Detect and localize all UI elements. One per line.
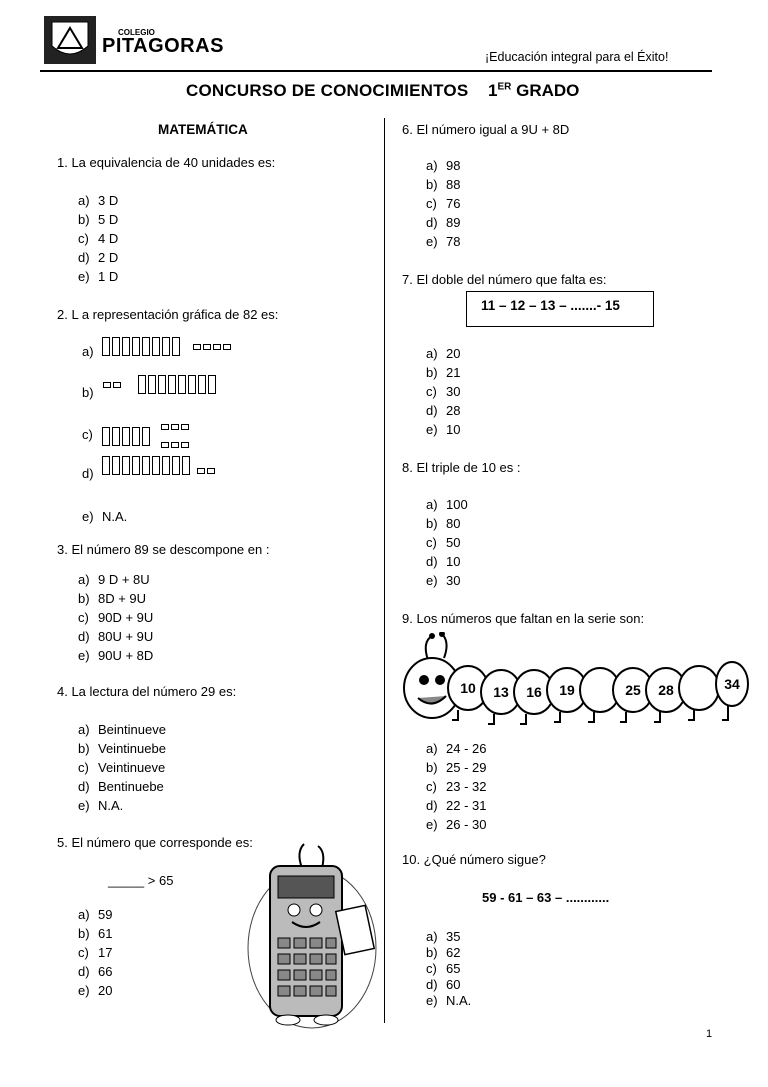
q6-option-a: a) 98 (426, 158, 461, 173)
q3-option-c: c) 90D + 9U (78, 610, 154, 625)
motto: ¡Educación integral para el Éxito! (485, 50, 669, 64)
q3-option-a: a) 9 D + 8U (78, 572, 150, 587)
q4-option-a: a) Beintinueve (78, 722, 166, 737)
q5-option-e: e) 20 (78, 983, 113, 998)
series-num-3: 16 (526, 684, 542, 700)
q10-option-c: c) 65 (426, 961, 461, 976)
q3-text: 3. El número 89 se descompone en : (57, 542, 270, 557)
q3-option-e: e) 90U + 8D (78, 648, 154, 663)
q2-label-a: a) (82, 344, 94, 359)
q9-option-c: c) 23 - 32 (426, 779, 487, 794)
q4-option-d: d) Bentinuebe (78, 779, 164, 794)
q10-option-e: e) N.A. (426, 993, 472, 1008)
q7-sequence-box: 11 – 12 – 13 – .......- 15 (466, 291, 654, 327)
series-num-1: 10 (460, 680, 476, 696)
q9-text: 9. Los números que faltan en la serie son: (402, 611, 645, 626)
q1-option-a: a) 3 D (78, 193, 119, 208)
q2-label-d: d) (82, 466, 94, 481)
q7-option-d: d) 28 (426, 403, 461, 418)
subject-heading: MATEMÁTICA (158, 122, 248, 137)
q6-option-e: e) 78 (426, 234, 461, 249)
series-num-4: 19 (559, 682, 575, 698)
q5-expression: _____ > 65 (108, 873, 174, 888)
q2-label-c: c) (82, 427, 93, 442)
q5-option-a: a) 59 (78, 907, 113, 922)
q6-option-b: b) 88 (426, 177, 461, 192)
series-num-6: 25 (625, 682, 641, 698)
header-rule (40, 70, 712, 72)
q8-option-c: c) 50 (426, 535, 461, 550)
q1-text: 1. La equivalencia de 40 unidades es: (57, 155, 276, 170)
q4-option-c: c) Veintinueve (78, 760, 166, 775)
school-name: PITAGORAS (102, 35, 224, 57)
q1-option-e: e) 1 D (78, 269, 119, 284)
caterpillar-illustration (398, 632, 750, 737)
q3-option-d: d) 80U + 9U (78, 629, 154, 644)
q9-option-b: b) 25 - 29 (426, 760, 487, 775)
q4-text: 4. La lectura del número 29 es: (57, 684, 237, 699)
q5-text: 5. El número que corresponde es: (57, 835, 253, 850)
q9-option-a: a) 24 - 26 (426, 741, 487, 756)
q7-text: 7. El doble del número que falta es: (402, 272, 607, 287)
school-label: COLEGIO (118, 28, 155, 37)
calculator-illustration (244, 838, 380, 1035)
q2-figure-a (102, 337, 238, 356)
school-logo (44, 16, 96, 64)
q1-option-c: c) 4 D (78, 231, 119, 246)
q8-option-a: a) 100 (426, 497, 468, 512)
series-num-2: 13 (493, 684, 509, 700)
q5-option-c: c) 17 (78, 945, 113, 960)
q6-option-c: c) 76 (426, 196, 461, 211)
q8-text: 8. El triple de 10 es : (402, 460, 521, 475)
q2-label-b: b) (82, 385, 94, 400)
q4-option-e: e) N.A. (78, 798, 124, 813)
q2-figure-d (102, 456, 216, 475)
page-number: 1 (706, 1028, 713, 1040)
q10-option-d: d) 60 (426, 977, 461, 992)
q2-text: 2. L a representación gráfica de 82 es: (57, 307, 279, 322)
q7-option-e: e) 10 (426, 422, 461, 437)
column-divider (384, 118, 385, 1023)
grade-label: 1ER GRADO (488, 81, 580, 100)
series-num-9: 34 (724, 676, 740, 692)
q9-option-d: d) 22 - 31 (426, 798, 487, 813)
series-num-7: 28 (658, 682, 674, 698)
q8-option-b: b) 80 (426, 516, 461, 531)
q1-option-d: d) 2 D (78, 250, 119, 265)
q7-option-b: b) 21 (426, 365, 461, 380)
q2-figure-b (102, 375, 218, 394)
q9-option-e: e) 26 - 30 (426, 817, 487, 832)
q2-figure-c (102, 418, 194, 454)
q6-option-d: d) 89 (426, 215, 461, 230)
q7-option-a: a) 20 (426, 346, 461, 361)
q4-option-b: b) Veintinuebe (78, 741, 166, 756)
q5-option-b: b) 61 (78, 926, 113, 941)
q10-sequence: 59 - 61 – 63 – ............ (482, 890, 610, 905)
q3-option-b: b) 8D + 9U (78, 591, 147, 606)
q8-option-d: d) 10 (426, 554, 461, 569)
q8-option-e: e) 30 (426, 573, 461, 588)
q5-option-d: d) 66 (78, 964, 113, 979)
page-title: CONCURSO DE CONOCIMIENTOS (186, 81, 469, 100)
q10-text: 10. ¿Qué número sigue? (402, 852, 546, 867)
q10-option-a: a) 35 (426, 929, 461, 944)
q6-text: 6. El número igual a 9U + 8D (402, 122, 570, 137)
q10-option-b: b) 62 (426, 945, 461, 960)
q1-option-b: b) 5 D (78, 212, 119, 227)
q2-option-e: e) N.A. (82, 509, 128, 524)
q7-option-c: c) 30 (426, 384, 461, 399)
